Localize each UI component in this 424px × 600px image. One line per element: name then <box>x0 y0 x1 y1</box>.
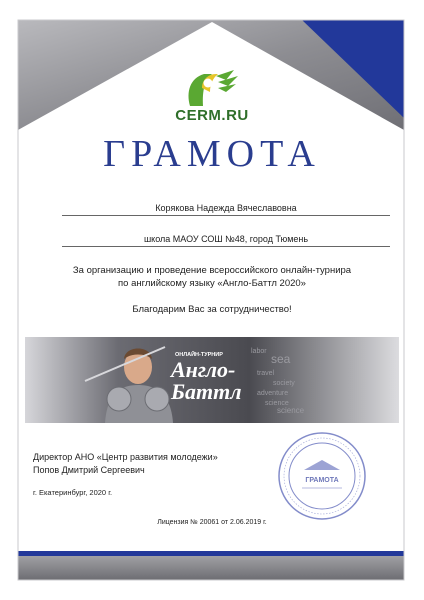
award-reason-line-2: по английскому языку «Англо-Баттл 2020» <box>118 278 306 289</box>
recipient-school: школа МАОУ СОШ №48, город Тюмень <box>143 234 309 244</box>
banner-subtitle: ОНЛАЙН-ТУРНИР <box>175 352 223 358</box>
svg-text:science: science <box>277 406 305 415</box>
thanks-text: Благодарим Вас за сотрудничество! <box>132 304 292 315</box>
award-reason-line-1: За организацию и проведение всероссийского онлайн-турнира <box>72 265 352 276</box>
stamp-center-text: ГРАМОТА <box>305 477 339 484</box>
director-name: Попов Дмитрий Сергеевич <box>33 465 145 475</box>
award-reason <box>40 264 384 290</box>
recipient-name: Корякова Надежда Вячеславовна <box>155 203 297 213</box>
city-year: г. Екатеринбург, 2020 г. <box>33 488 113 497</box>
logo-text: CERM.RU <box>175 107 249 124</box>
director-position: Директор АНО «Центр развития молодежи» <box>33 452 218 462</box>
certificate-title: ГРАМОТА <box>103 133 321 175</box>
banner-word-2: Баттл <box>171 379 242 404</box>
leaf-head-icon <box>172 66 252 108</box>
banner-word-1: Англо- <box>171 357 236 382</box>
svg-text:adventure: adventure <box>257 390 289 397</box>
svg-text:society: society <box>273 380 295 387</box>
svg-text:sea: sea <box>271 352 291 366</box>
cerm-logo <box>172 66 252 126</box>
svg-text:science: science <box>265 400 289 407</box>
school-underline <box>62 246 390 247</box>
svg-text:labor: labor <box>251 348 267 355</box>
license-text: Лицензия № 20061 от 2.06.2019 г. <box>157 519 267 526</box>
official-stamp <box>276 430 368 522</box>
tournament-banner <box>25 337 399 423</box>
name-underline <box>62 215 390 216</box>
svg-text:travel: travel <box>257 370 275 377</box>
